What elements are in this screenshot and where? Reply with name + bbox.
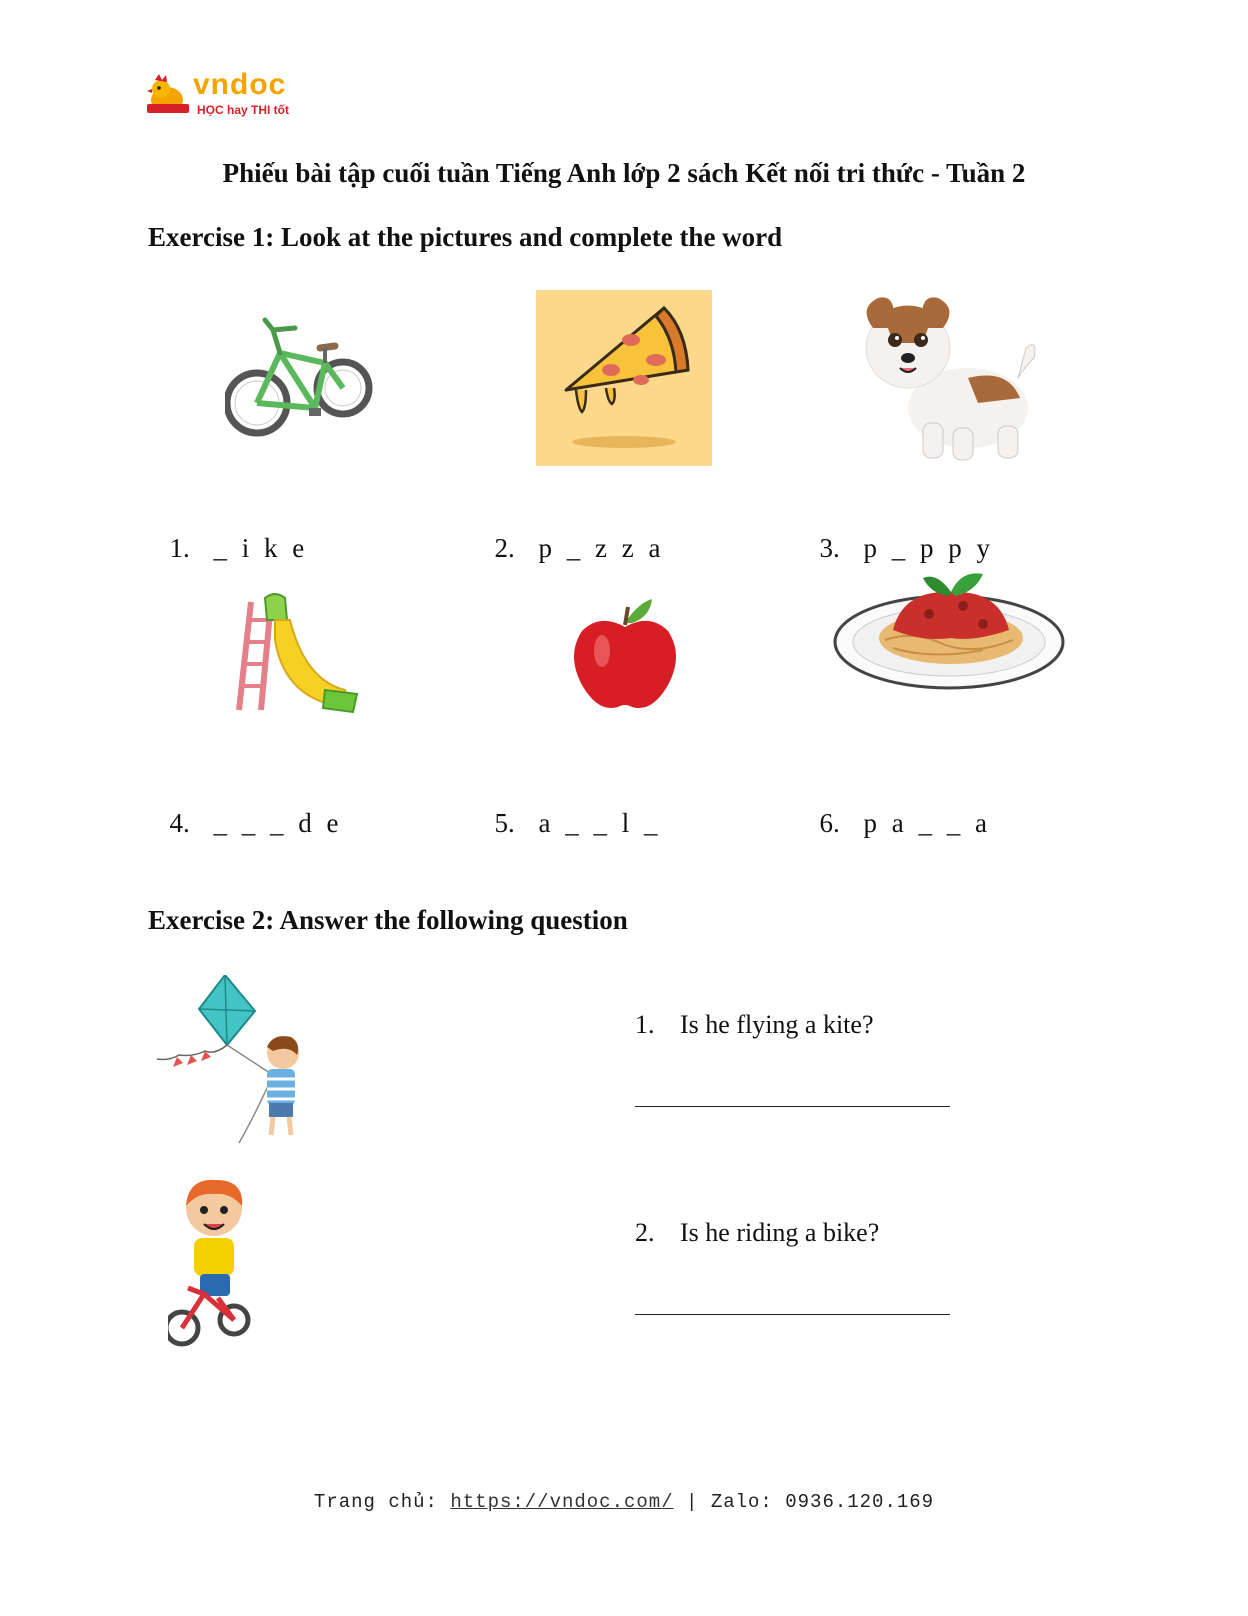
exercise-1-item-4: 4. _ _ _ d e [169, 808, 343, 838]
pizza-icon [536, 290, 712, 466]
exercise-1-item-5: 5. a _ _ l _ [494, 808, 662, 838]
pasta-icon [833, 570, 1065, 692]
footer-home-label: Trang chủ: [313, 1491, 438, 1513]
exercise-1-item-1: 1. _ i k e [169, 533, 309, 563]
boy-riding-bike-icon [168, 1178, 258, 1358]
pizza-picture [536, 290, 712, 466]
word-blank-6[interactable]: p a _ _ a [863, 808, 991, 838]
word-blank-2[interactable]: p _ z z a [538, 533, 665, 563]
exercise-2-heading: Exercise 2: Answer the following question [148, 905, 628, 935]
exercise-1-heading: Exercise 1: Look at the pictures and complete the word [148, 222, 783, 252]
exercise-1-item-6: 6. p a _ _ a [819, 808, 991, 838]
exercise-2-question-1: 1. Is he flying a kite? [635, 1010, 874, 1039]
apple-icon [570, 593, 680, 715]
word-blank-3[interactable]: p _ p p y [863, 533, 994, 563]
word-blank-4[interactable]: _ _ _ d e [213, 808, 343, 838]
rooster-logo-icon [145, 74, 191, 118]
word-blank-1[interactable]: _ i k e [213, 533, 309, 563]
footer-phone: 0936.120.169 [785, 1491, 935, 1513]
bicycle-icon [225, 308, 375, 448]
answer-line-1[interactable] [635, 1105, 950, 1107]
puppy-icon [848, 288, 1048, 468]
slide-icon [235, 590, 365, 725]
footer-separator: | [686, 1491, 699, 1513]
vndoc-logo[interactable] [145, 68, 305, 122]
boy-flying-kite-icon [155, 975, 315, 1145]
exercise-1-item-2: 2. p _ z z a [494, 533, 665, 563]
footer-home-link[interactable]: https://vndoc.com/ [450, 1491, 674, 1513]
exercise-2-question-2: 2. Is he riding a bike? [635, 1218, 880, 1247]
footer-zalo-label: Zalo: [710, 1491, 773, 1513]
logo-tagline: HỌC hay THI tốt [197, 103, 289, 117]
word-blank-5[interactable]: a _ _ l _ [538, 808, 662, 838]
page-title: Phiếu bài tập cuối tuần Tiếng Anh lớp 2 sách Kết nối tri thức - Tuần 2 [222, 158, 1026, 188]
exercise-1-item-3: 3. p _ p p y [819, 533, 994, 563]
answer-line-2[interactable] [635, 1313, 950, 1315]
footer [0, 1491, 1248, 1513]
logo-brand-text: vndoc [193, 68, 287, 101]
